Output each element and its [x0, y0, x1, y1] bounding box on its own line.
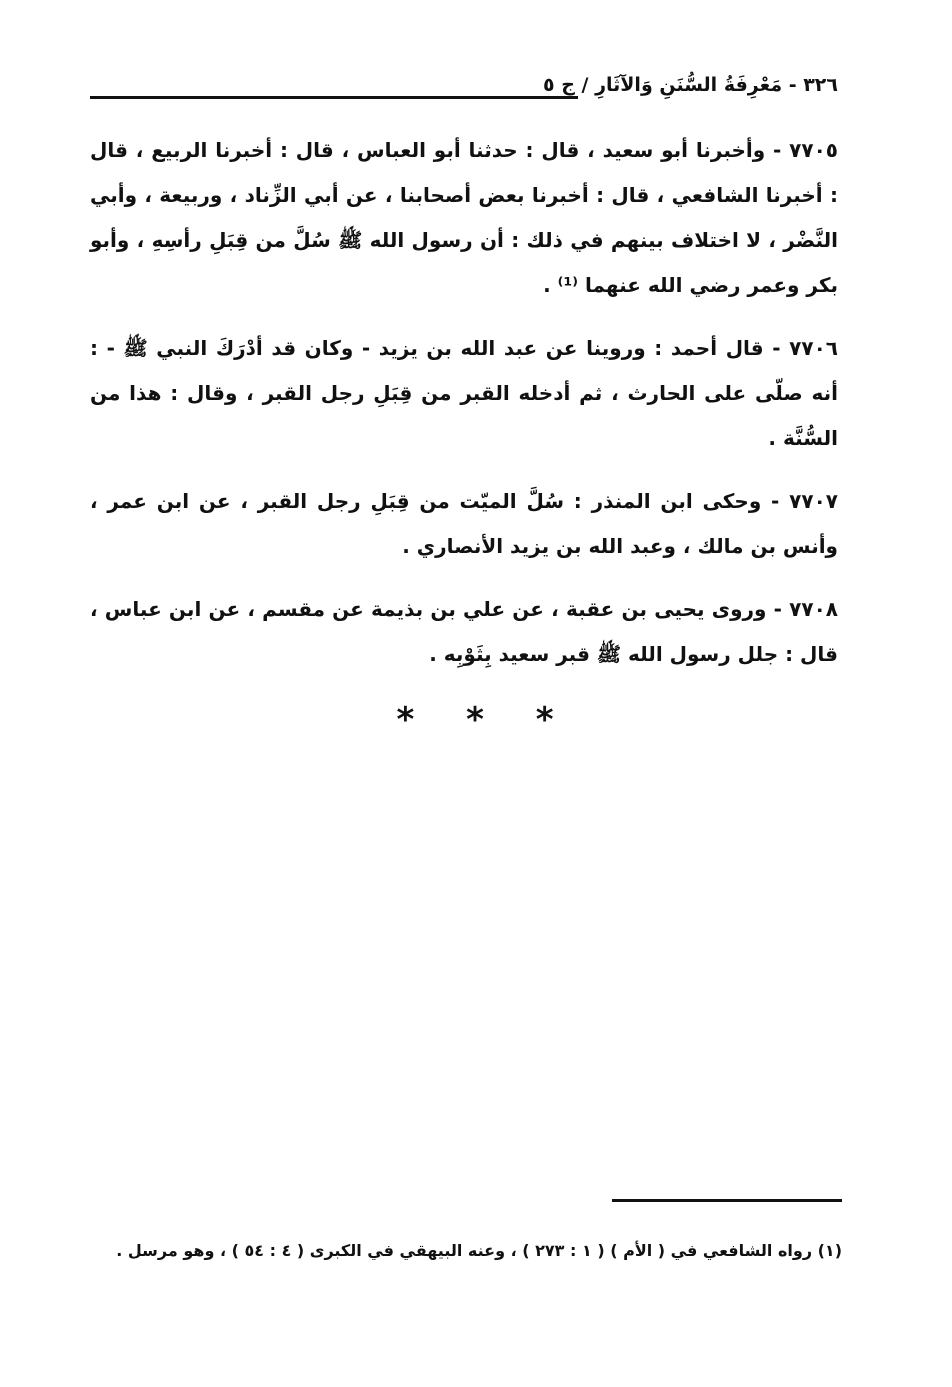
paragraph-number: ٧٧٠٦	[789, 336, 838, 360]
paragraph-text: - وحكى ابن المنذر : سُلَّ الميّت من قِبَلِ رجل القبر ، عن ابن عمر ، وأنس بن مالك ، وعبد الله بن يزيد الأنصاري .	[90, 489, 838, 558]
footnote: (١) رواه الشافعي في ( الأم ) ( ١ : ٢٧٣ ) ، وعنه البيهقي في الكبرى ( ٤ : ٥٤ ) ، وهو مرسل .	[116, 1241, 842, 1260]
footnote-rule	[612, 1199, 842, 1202]
paragraph-number: ٧٧٠٧	[789, 489, 838, 513]
paragraph-number: ٧٧٠٥	[789, 138, 838, 162]
hadith-paragraph-7705	[90, 128, 838, 308]
main-text	[90, 128, 838, 695]
header-rule	[90, 96, 578, 99]
section-separator: * * *	[396, 700, 556, 740]
paragraph-number: ٧٧٠٨	[789, 597, 838, 621]
hadith-paragraph-7706	[90, 326, 838, 461]
paragraph-text: - قال أحمد : وروينا عن عبد الله بن يزيد - وكان قد أدْرَكَ النبي ﷺ - : أنه صلّى على الحارث ، ثم أدخله القبر من قِبَلِ رجل القبر ، وقال : هذا من السُّنَّة .	[90, 336, 838, 450]
running-header-title: ٣٢٦ - مَعْرِفَةُ السُّنَنِ وَالآثَارِ / ج ٥	[542, 74, 838, 96]
hadith-paragraph-7707	[90, 479, 838, 569]
page-header	[90, 72, 838, 102]
hadith-paragraph-7708	[90, 587, 838, 677]
paragraph-text: - وأخبرنا أبو سعيد ، قال : حدثنا أبو العباس ، قال : أخبرنا الربيع ، قال : أخبرنا الشافعي ، قال : أخبرنا بعض أصحابنا ، عن أبي الزِّناد ، وربيعة ، وأبي النَّضْر ، لا اختلاف بينهم في ذلك : أن رسول الله ﷺ سُلَّ من قِبَلِ رأسِهِ ، وأبو بكر وعمر رضي الله عنهما ⁽¹⁾ .	[90, 138, 838, 297]
paragraph-text: - وروى يحيى بن عقبة ، عن علي بن بذيمة عن مقسم ، عن ابن عباس ، قال : جلل رسول الله ﷺ قبر سعيد بِثَوْبِه .	[90, 597, 838, 666]
